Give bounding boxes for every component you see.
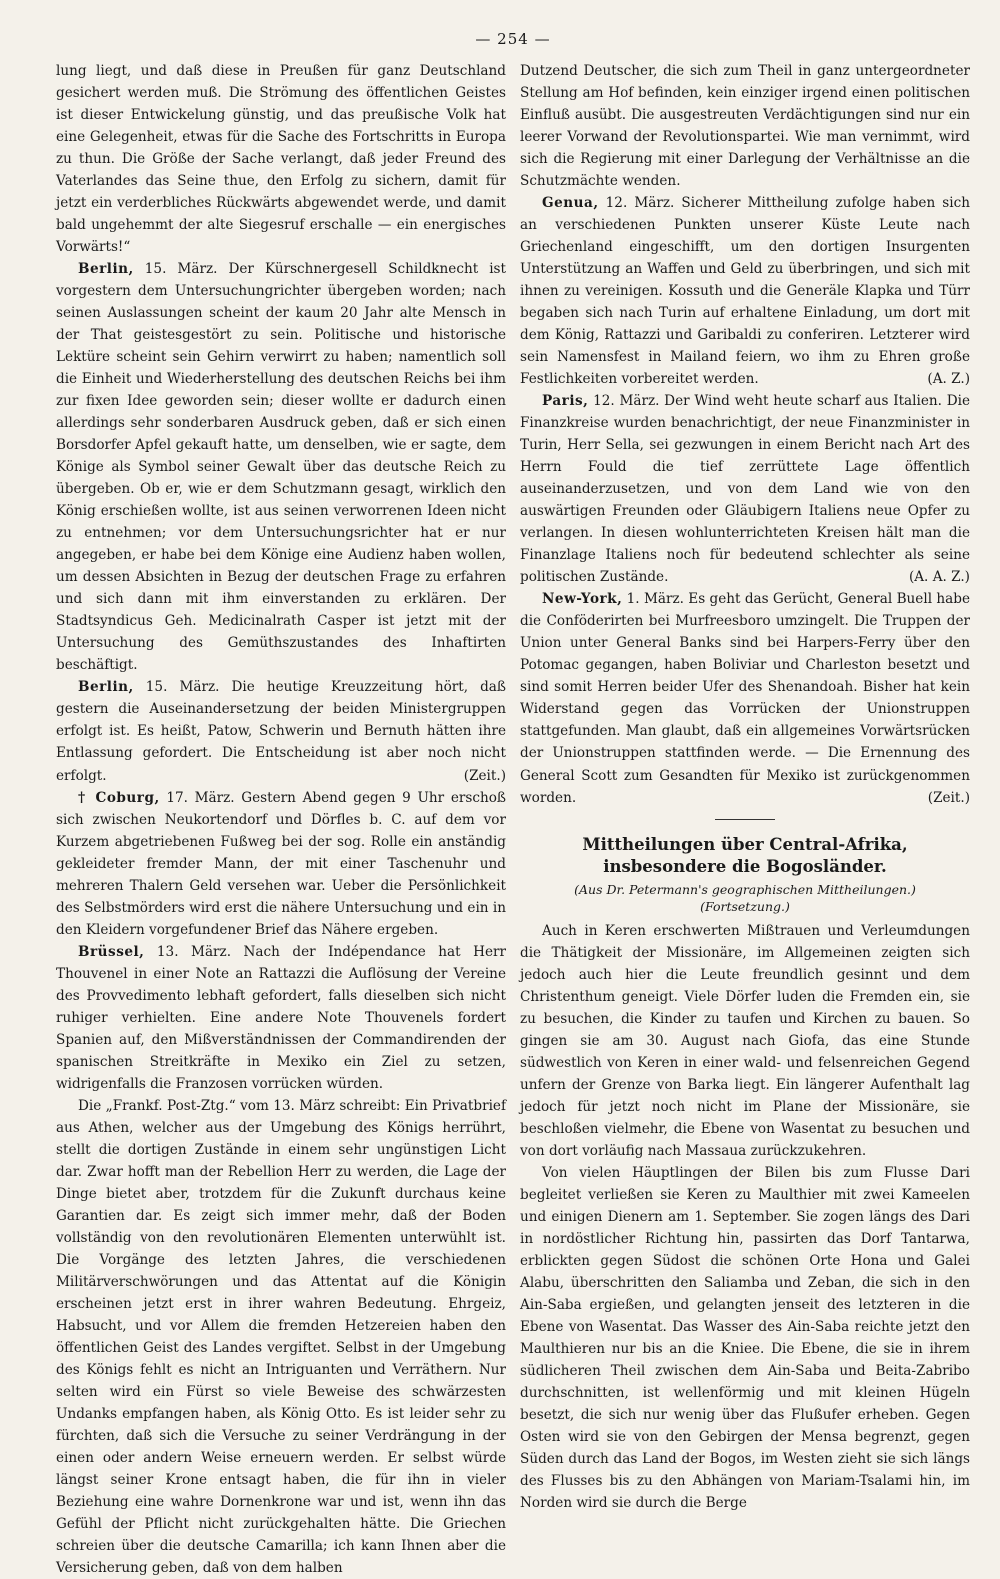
dateline: Berlin, [78, 261, 134, 278]
section-source: (Aus Dr. Petermann's geographischen Mittheilungen.) [574, 882, 916, 898]
dateline: Berlin, [78, 679, 134, 696]
source-ref: (A. A. Z.) [908, 569, 970, 586]
news-item-coburg [56, 787, 506, 941]
source-ref: (Zeit.) [927, 789, 970, 806]
news-item-paris [520, 390, 970, 588]
right-column [520, 60, 970, 1579]
news-text: 13. März. Nach der Indépendance hat Herr Thouvenel in einer Note an Rattazzi die Auflösung der Vereine des Provvedimento lebhaft gefordert, falls dieselben sich nicht ruhiger verhielten. Eine andere Note Thouvenels fordert Spanien auf, den Mißverständnissen der Commandirenden der spanischen Streitkräfte in Mexiko ein Ziel zu setzen, widrigenfalls die Franzosen vorrücken würden. [56, 943, 506, 1092]
source-ref: (Zeit.) [463, 767, 506, 784]
page-number: — 254 — [475, 30, 551, 48]
article-paragraph: Von vielen Häuptlingen der Bilen bis zum Flusse Dari begleitet verließen sie Keren zu Maulthier mit zwei Kameelen und einigen Dienern am 1. September. Sie zogen längs des Dari in nordöstlicher Richtung hin, passirten das Dorf Tantarwa, erblickten gegen Südost die schönen Orte Hona und Galei Alabu, überschritten den Saliamba und Zeban, die sich in den Ain-Saba ergießen, und gelangten jenseit des letzteren in die Ebene von Wasentat. Das Wasser des Ain-Saba reichte jetzt den Maulthieren nur bis an die Kniee. Die Ebene, die sie in ihrem südlicheren Theil zwischen dem Ain-Saba und Beita-Zabribo durchschnitten, ist wellenförmig und mit kleinen Hügeln besetzt, die sich nur wenig über das Flußufer erheben. Gegen Osten wird sie von den Gebirgen der Mensa begrenzt, gegen Süden durch das Land der Bogos, im Westen zieht sie sich längs des Flusses bis zu den Abhängen von Mariam-Tsalami hin, im Norden wird sie durch die Berge [520, 1164, 970, 1512]
columns [56, 60, 970, 1579]
news-item-genua [520, 192, 970, 390]
news-text: 1. März. Es geht das Gerücht, General Buell habe die Conföderirten bei Murfreesboro umzingelt. Die Truppen der Union unter General Banks sind bei Harpers-Ferry über den Potomac gegangen, haben Boliviar und Charleston besetzt und sind somit Herren beider Ufer des Shenandoah. Bisher hat kein Widerstand gegen das Vorrücken der Unionstruppen stattgefunden. Man glaubt, daß ein allgemeines Vorwärtsrücken der Unionstruppen stattfinden werde. — Die Ernennung des General Scott zum Gesandten für Mexiko ist zurückgenommen worden. [520, 591, 970, 806]
news-text: 12. März. Der Wind weht heute scharf aus Italien. Die Finanzkreise wurden benachrichtigt, der neue Finanzminister in Turin, Herr Sella, sei gezwungen in einem Bericht nach Art des Herrn Fould die tief zerrüttete Lage öffentlich auseinanderzusetzen, und von dem Land wie von den auswärtigen Freunden oder Gläubigern Italiens neue Opfer zu verlangen. In diesen wohlunterrichteten Kreisen hält man die Finanzlage Italiens noch für bedeutend schlechter als seine politischen Zustände. [520, 393, 970, 586]
article-paragraph: Auch in Keren erschwerten Mißtrauen und Verleumdungen die Thätigkeit der Missionäre, im Allgemeinen zeigten sich jedoch auch hier die Leute freundlich gesinnt und dem Christenthum geneigt. Viele Dörfer luden die Fremden ein, sie zu besuchen, die Kinder zu taufen und Kirchen zu bauen. So gingen sie am 30. August nach Giofa, das eine Stunde südwestlich von Keren in einer wald- und felsenreichen Gegend unfern der Grenze von Barka liegt. Ein längerer Aufenthalt lag jedoch für jetzt noch nicht im Plane der Missionäre, sie beschloßen vielmehr, die Ebene von Wasentat zu besuchen und von dort vorläufig nach Massaua zurückzukehren. [520, 922, 970, 1159]
dateline: Paris, [542, 393, 589, 410]
article-paragraph: lung liegt, und daß diese in Preußen für ganz Deutschland gesichert werden muß. Die Strömung des öffentlichen Geistes ist dieser Entwickelung günstig, und das preußische Volk hat eine Gelegenheit, etwas für die Sache des Fortschritts in Europa zu thun. Die Größe der Sache verlangt, daß jeder Freund des Vaterlandes das Seine thue, den Erfolg zu sichern, damit für jetzt ein verderbliches Rückwärts abgewendet werde, und damit bald ungehemmt der alte Siegesruf erschalle — ein energisches Vorwärts!“ [56, 63, 506, 256]
dateline: † Coburg, [78, 789, 160, 806]
section-continuation: (Fortsetzung.) [700, 898, 790, 914]
news-item-athen: Die „Frankf. Post-Ztg.“ vom 13. März schreibt: Ein Privatbrief aus Athen, welcher aus der Umgebung des Königs herrührt, stellt die dortigen Zustände in einem sehr ungünstigen Licht dar. Zwar hofft man der Rebellion Herr zu werden, die Lage der Dinge bietet aber, trotzdem für die Zukunft durchaus keine Garantien dar. Es zeigt sich immer mehr, daß der Boden vollständig von den revolutionären Elementen unterwühlt ist. Die Vorgänge des letzten Jahres, die verschiedenen Militärverschwörungen und das Attentat auf die Königin erscheinen jetzt erst in ihrer wahren Bedeutung. Ehrgeiz, Habsucht, und vor Allem die fremden Hetzereien haben den öffentlichen Geist des Landes vergiftet. Selbst in der Umgebung des Königs fehlt es nicht an Intriguanten und Verräthern. Nur selten wird ein Fürst so viele Beweise des schwärzesten Undanks empfangen haben, als König Otto. Es ist leider sehr zu fürchten, daß sich die Versuche zu seiner Verdrängung in der einen oder andern Weise erneuern werden. Er selbst würde längst seiner Krone entsagt haben, die für ihn in vieler Beziehung eine wahre Dornenkrone war und ist, wenn ihn das Gefühl der Pflicht nicht zurückgehalten hätte. Die Griechen schreien über die deutsche Camarilla; ich kann Ihnen aber die Versicherung geben, daß von dem halben [56, 1097, 506, 1577]
source-ref: (A. Z.) [927, 371, 970, 388]
news-text: 15. März. Der Kürschnergesell Schildknecht ist vorgestern dem Untersuchungrichter übergeben worden; nach seinen Auslassungen scheint der kaum 20 Jahr alte Mensch in der That geistesgestört zu sein. Politische und historische Lektüre scheint sein Gehirn verwirrt zu haben; namentlich soll die Einheit und Wiederherstellung des deutschen Reichs bei ihm zur fixen Idee geworden sein; dieser wollte er dadurch einen allerdings sehr sonderbaren Ausdruck geben, daß er sich einen Borsdorfer Apfel gekauft hatte, um denselben, wie er sagte, dem Könige als Symbol seiner Gewalt über das deutsche Reich zu übergeben. Ob er, wie er dem Schutzmann gesagt, wirklich den König erschießen wollte, ist aus seinen verworrenen Ideen nicht zu entnehmen; vor dem Untersuchungsrichter hat er nur angegeben, er habe bei dem Könige eine Audienz haben wollen, um dessen Absichten in Bezug der deutschen Frage zu erfahren und sich dann mit ihm einverstanden zu erklären. Der Stadtsyndicus Geh. Medicinalrath Casper ist jetzt mit der Untersuchung des Gemüthszustandes des Inhaftirten beschäftigt. [56, 261, 506, 674]
news-text: 15. März. Die heutige Kreuzzeitung hört, daß gestern die Auseinandersetzung der beiden Ministergruppen erfolgt ist. Es heißt, Patow, Schwerin und Bernuth hätten ihre Entlassung gefordert. Die Entscheidung ist aber noch nicht erfolgt. [56, 679, 506, 784]
news-text: 17. März. Gestern Abend gegen 9 Uhr erschoß sich zwischen Neukortendorf und Dörfles b. C. auf dem vor Kurzem abgetriebenen Fußweg bei der sog. Rolle ein anständig gekleideter fremder Mann, der mit einer Taschenuhr und mehreren Thalern Geld versehen war. Ueber die Persönlichkeit des Selbstmörders wird erst die nähere Untersuchung und ein in den Kleidern vorgefundener Brief das Nähere ergeben. [56, 789, 506, 938]
dateline: New-York, [542, 591, 623, 608]
news-item-berlin-1 [56, 258, 506, 676]
news-item-new-york [520, 588, 970, 808]
section-title: Mittheilungen über Central-Afrika, insbesondere die Bogosländer. [582, 834, 908, 876]
article-paragraph: Dutzend Deutscher, die sich zum Theil in ganz untergeordneter Stellung am Hof befinden, kein einziger irgend einen politischen Einfluß ausübt. Die ausgestreuten Verdächtigungen sind nur ein leerer Vorwand der Revolutionspartei. Wie man vernimmt, wird sich die Regierung mit einer Darlegung der Verhältnisse an die Schutzmächte wenden. [520, 63, 970, 190]
dateline: Genua, [542, 195, 599, 212]
news-item-bruessel [56, 941, 506, 1095]
news-text: 12. März. Sicherer Mittheilung zufolge haben sich an verschiedenen Punkten unserer Küste Leute nach Griechenland eingeschifft, um den dortigen Insurgenten Unterstützung an Waffen und Geld zu überbringen, und sich mit ihnen zu vereinigen. Kossuth und die Generäle Klapka und Türr begaben sich nach Turin auf erhaltene Einladung, um dort mit dem König, Rattazzi und Garibaldi zu conferiren. Letzterer wird sein Namensfest in Mailand feiern, wo ihm zu Ehren große Festlichkeiten vorbereitet werden. [520, 195, 970, 388]
left-column [56, 60, 506, 1579]
section-divider [715, 819, 775, 820]
news-item-berlin-2 [56, 676, 506, 786]
dateline: Brüssel, [78, 943, 145, 960]
